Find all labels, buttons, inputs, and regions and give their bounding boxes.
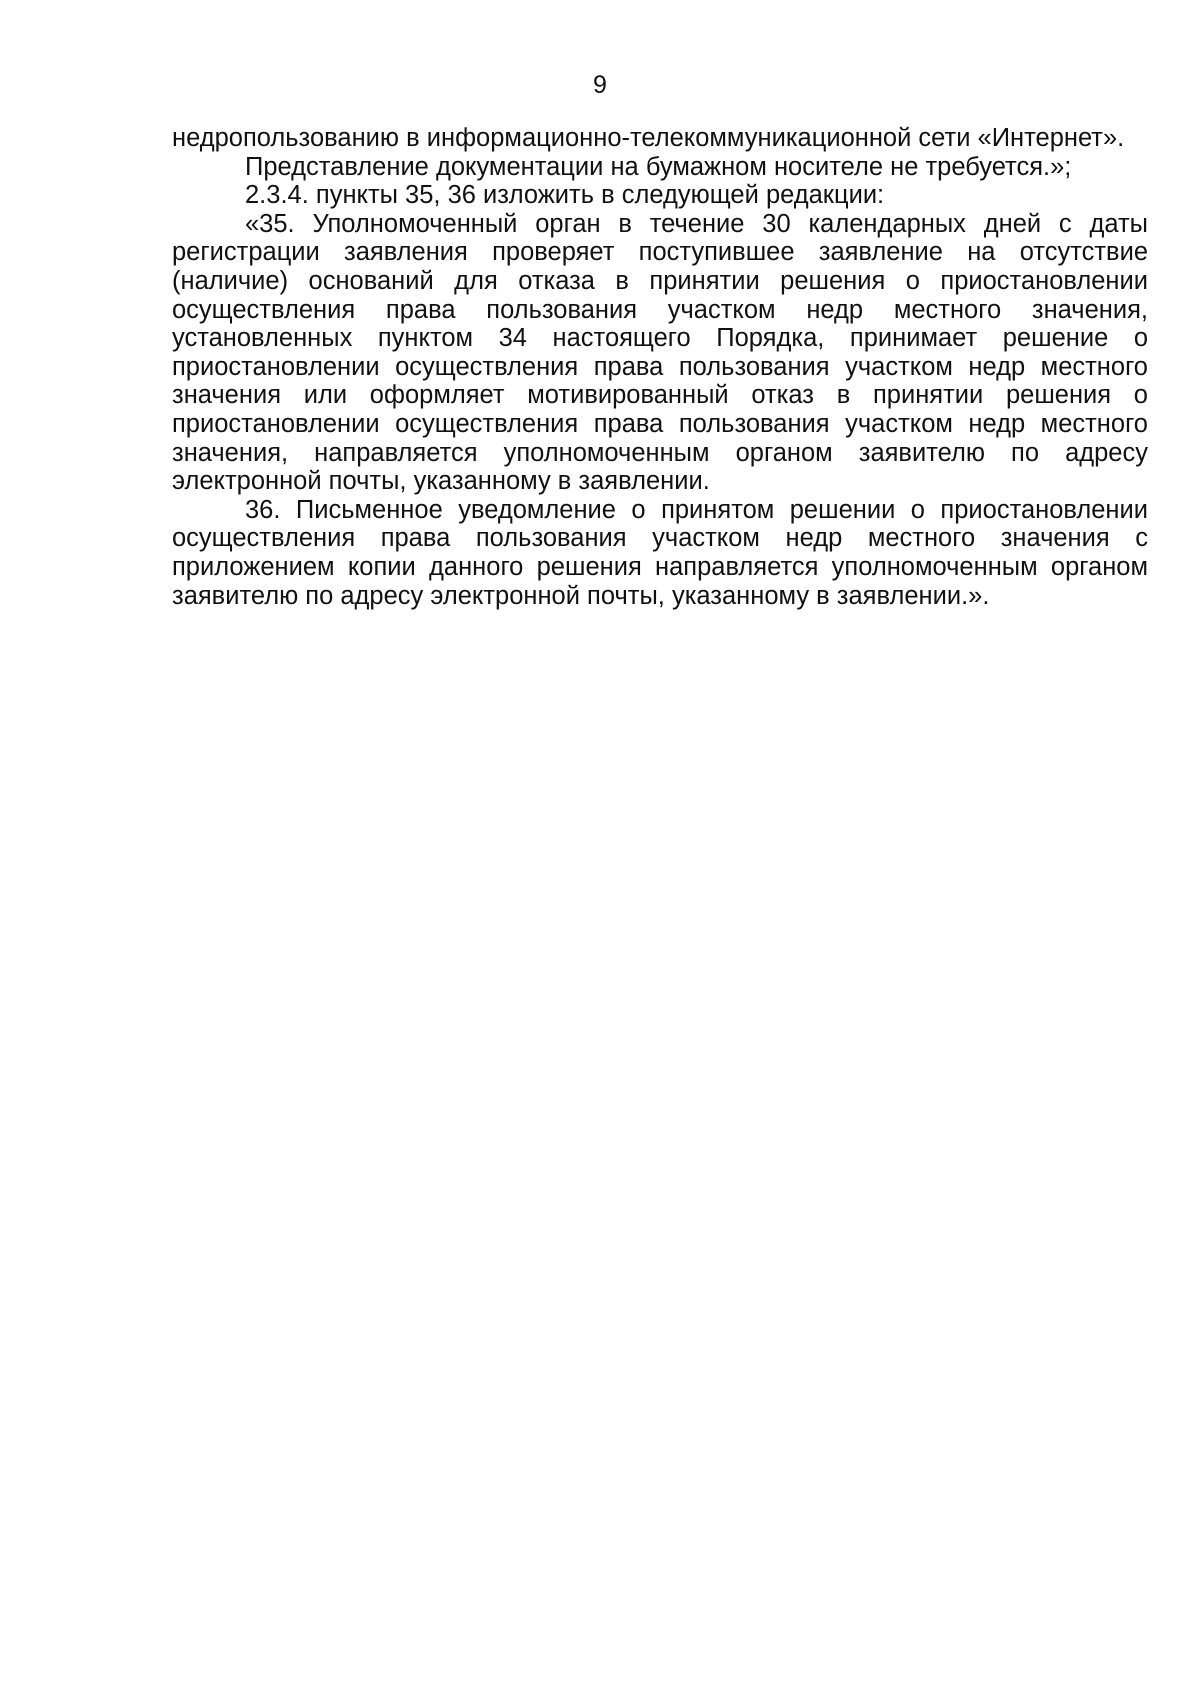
paragraph-item-36: 36. Письменное уведомление о принятом решении о приостановлении осуществления права пользования участком недр местного значения с приложением копии данного решения направляется уполномоченным органом заявителю по адресу электронной почты, указанному в заявлении.». [172, 495, 1148, 610]
page-number: 9 [593, 71, 607, 99]
document-body [172, 124, 1148, 610]
paragraph-continuation: недропользованию в информационно-телекоммуникационной сети «Интернет». [172, 124, 1125, 152]
paragraph-amendment-2-3-4: 2.3.4. пункты 35, 36 изложить в следующей редакции: [245, 181, 885, 210]
paragraph-paper-docs: Представление документации на бумажном носителе не требуется.»; [245, 152, 1072, 181]
paragraph-item-35: «35. Уполномоченный орган в течение 30 календарных дней с даты регистрации заявления проверяет поступившее заявление на отсутствие (наличие) оснований для отказа в принятии решения о приостановлении осуществления права пользования участком недр местного значения, установленных пунктом 34 настоящего Порядка, принимает решение о приостановлении осуществления права пользования участком недр местного значения или оформляет мотивированный отказ в принятии решения о приостановлении осуществления права пользования участком недр местного значения, направляется уполномоченным органом заявителю по адресу электронной почты, указанному в заявлении. [172, 209, 1148, 496]
